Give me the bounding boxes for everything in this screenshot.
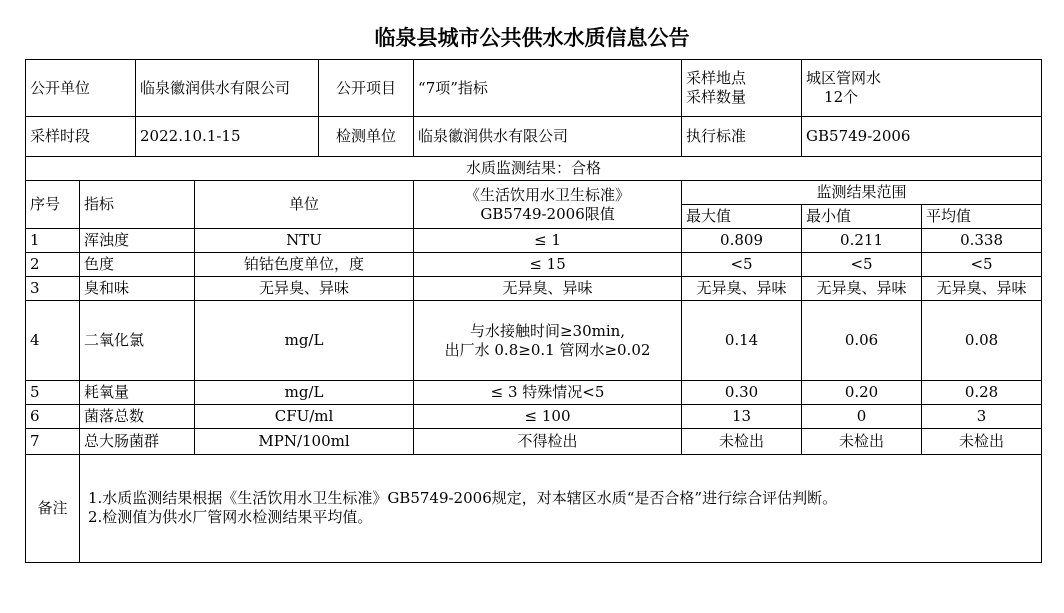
row-limit: ≤ 100 [414,405,682,429]
sampling-count-value: 12个 [824,88,859,106]
standard-label: 执行标准 [682,117,802,157]
row-min: 0.06 [802,301,922,381]
standard-value: GB5749-2006 [802,117,1042,157]
open-item-label: 公开项目 [319,60,414,117]
col-indicator: 指标 [80,181,195,229]
row-unit: mg/L [195,301,414,381]
note-line-2: 2.检测值为供水厂管网水检测结果平均值。 [88,507,373,526]
row-max: <5 [682,253,802,277]
sampling-count-label: 采样数量 [686,88,747,106]
col-min: 最小值 [802,205,922,229]
row-min: <5 [802,253,922,277]
row-index: 1 [26,229,80,253]
page-title: 临泉县城市公共供水水质信息公告 [374,26,690,50]
sampling-place-value: 城区管网水 [806,69,882,88]
row-min: 未检出 [802,429,922,455]
table-row [26,429,1042,455]
row-avg: 0.28 [922,381,1042,405]
col-max: 最大值 [682,205,802,229]
info-row-1 [26,60,1042,117]
row-indicator: 臭和味 [80,277,195,301]
row-indicator: 浑浊度 [80,229,195,253]
row-limit-line2: 出厂水 0.8≥0.1 管网水≥0.02 [444,340,651,359]
notes-content [80,455,1042,563]
row-unit: MPN/100ml [195,429,414,455]
table-row [26,381,1042,405]
row-max: 无异臭、异味 [682,277,802,301]
col-avg: 平均值 [922,205,1042,229]
open-unit-label: 公开单位 [26,60,136,117]
row-avg: 无异臭、异味 [922,277,1042,301]
note-line-1: 1.水质监测结果根据《生活饮用水卫生标准》GB5749-2006规定，对本辖区水质“是否合格”进行综合评估判断。 [88,488,838,507]
table-row [26,277,1042,301]
col-limit-line2: GB5749-2006限值 [480,204,615,223]
col-unit: 单位 [195,181,414,229]
row-min: 0.20 [802,381,922,405]
row-limit: 不得检出 [414,429,682,455]
info-row-2 [26,117,1042,157]
row-min: 无异臭、异味 [802,277,922,301]
row-indicator: 菌落总数 [80,405,195,429]
row-index: 4 [26,301,80,381]
row-avg: 未检出 [922,429,1042,455]
result-banner: 水质监测结果：合格 [26,157,1042,181]
col-index: 序号 [26,181,80,229]
sampling-values [802,60,1042,117]
row-indicator: 总大肠菌群 [80,429,195,455]
row-avg: <5 [922,253,1042,277]
open-unit-value: 临泉徽润供水有限公司 [136,60,319,117]
row-max: 未检出 [682,429,802,455]
notes-row [26,455,1042,563]
row-unit: mg/L [195,381,414,405]
row-index: 3 [26,277,80,301]
row-min: 0 [802,405,922,429]
col-limit-line1: 《生活饮用水卫生标准》 [465,185,631,204]
row-limit [414,301,682,381]
row-index: 2 [26,253,80,277]
row-unit: CFU/ml [195,405,414,429]
row-limit-line1: 与水接触时间≥30min, [469,321,626,340]
col-range: 监测结果范围 [682,181,1042,205]
row-max: 0.14 [682,301,802,381]
row-limit: ≤ 1 [414,229,682,253]
sampling-place-label: 采样地点 [686,69,747,88]
row-index: 6 [26,405,80,429]
row-unit: 无异臭、异味 [195,277,414,301]
row-max: 13 [682,405,802,429]
test-unit-label: 检测单位 [319,117,414,157]
row-min: 0.211 [802,229,922,253]
sampling-labels [682,60,802,117]
table-row [26,405,1042,429]
period-label: 采样时段 [26,117,136,157]
row-indicator: 色度 [80,253,195,277]
period-value: 2022.10.1-15 [136,117,319,157]
open-item-value: “7项”指标 [414,60,682,117]
col-limit [414,181,682,229]
row-max: 0.809 [682,229,802,253]
row-index: 7 [26,429,80,455]
row-avg: 0.08 [922,301,1042,381]
row-indicator: 二氧化氯 [80,301,195,381]
row-max: 0.30 [682,381,802,405]
column-header-row-1 [26,181,1042,205]
water-quality-table [25,59,1042,563]
row-limit: ≤ 15 [414,253,682,277]
test-unit-value: 临泉徽润供水有限公司 [414,117,682,157]
row-unit: NTU [195,229,414,253]
row-limit: 无异臭、异味 [414,277,682,301]
notes-label: 备注 [26,455,80,563]
row-unit: 铂钴色度单位，度 [195,253,414,277]
row-avg: 0.338 [922,229,1042,253]
table-row [26,253,1042,277]
row-limit: ≤ 3 特殊情况<5 [414,381,682,405]
table-row [26,301,1042,381]
row-avg: 3 [922,405,1042,429]
result-banner-row [26,157,1042,181]
row-index: 5 [26,381,80,405]
row-indicator: 耗氧量 [80,381,195,405]
table-row [26,229,1042,253]
